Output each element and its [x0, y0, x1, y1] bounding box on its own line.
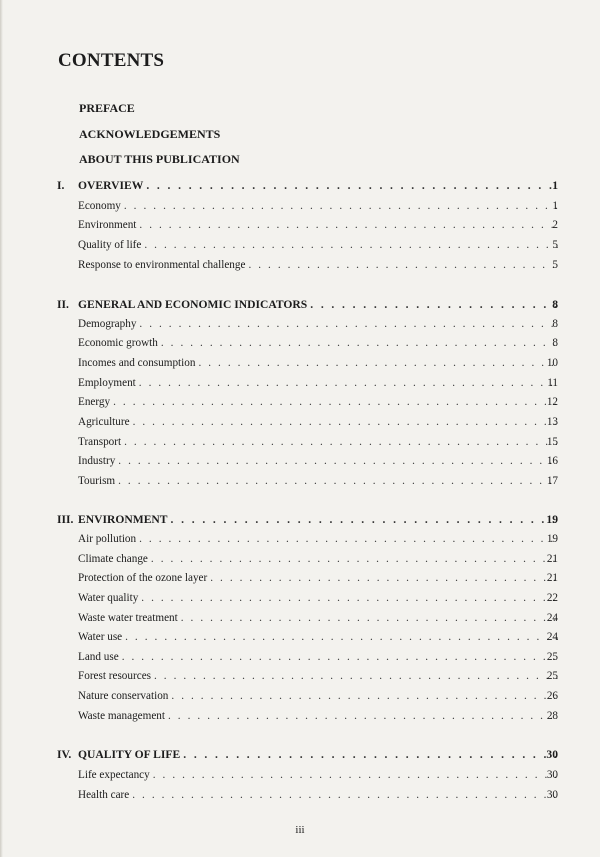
- section-title: OVERVIEW: [78, 179, 144, 192]
- leader-dots: [310, 297, 558, 313]
- toc-entry: [0, 316, 600, 332]
- entry-page: 5: [552, 239, 558, 251]
- leader-dots: [118, 473, 558, 489]
- toc-entry: [0, 335, 600, 351]
- toc-entry: [0, 473, 600, 489]
- leader-dots: [183, 747, 558, 763]
- toc-entry: [0, 551, 600, 567]
- leader-dots: [161, 335, 558, 351]
- entry-page: 21: [546, 572, 558, 584]
- toc-entry: [0, 217, 600, 233]
- toc-entry: [0, 688, 600, 704]
- leader-dots: [248, 257, 558, 273]
- about-publication-entry: ABOUT THIS PUBLICATION: [79, 152, 240, 166]
- leader-dots: [125, 629, 558, 645]
- section-title: QUALITY OF LIFE: [78, 748, 181, 761]
- leader-dots: [139, 217, 558, 233]
- entry-page: 25: [546, 670, 558, 682]
- toc-entry: [0, 453, 600, 469]
- leader-dots: [122, 649, 558, 665]
- leader-dots: [198, 355, 558, 371]
- section-heading-general-economic: [0, 297, 600, 313]
- section-heading-overview: [0, 178, 600, 194]
- preface-entry: PREFACE: [79, 101, 135, 115]
- leader-dots: [141, 590, 558, 606]
- entry-label: Waste management: [78, 710, 166, 722]
- entry-label: Energy: [78, 396, 111, 408]
- entry-page: 30: [546, 789, 558, 801]
- section-page: 19: [546, 513, 558, 526]
- toc-entry: [0, 787, 600, 803]
- entry-label: Water use: [78, 631, 123, 643]
- section-title: GENERAL AND ECONOMIC INDICATORS: [78, 298, 308, 311]
- entry-page: 8: [552, 337, 558, 349]
- section-number: I.: [57, 179, 65, 192]
- entry-page: 22: [546, 592, 558, 604]
- entry-label: Health care: [78, 789, 130, 801]
- toc-entry: [0, 198, 600, 214]
- entry-page: 24: [546, 631, 558, 643]
- toc-entry: [0, 355, 600, 371]
- toc-entry: [0, 375, 600, 391]
- entry-page: 30: [546, 769, 558, 781]
- entry-page: 1: [552, 200, 558, 212]
- entry-page: 24: [546, 612, 558, 624]
- section-number: III.: [57, 513, 74, 526]
- section-page: 30: [546, 748, 558, 761]
- section-number: II.: [57, 298, 69, 311]
- section-title: ENVIRONMENT: [78, 513, 168, 526]
- entry-label: Incomes and consumption: [78, 357, 196, 369]
- entry-label: Air pollution: [78, 533, 137, 545]
- entry-label: Transport: [78, 436, 122, 448]
- leader-dots: [124, 198, 558, 214]
- entry-page: 11: [547, 377, 558, 389]
- entry-label: Nature conservation: [78, 690, 169, 702]
- entry-label: Economy: [78, 200, 121, 212]
- entry-label: Tourism: [78, 475, 116, 487]
- entry-page: 17: [546, 475, 558, 487]
- toc-entry: [0, 531, 600, 547]
- leader-dots: [139, 316, 558, 332]
- entry-page: 5: [552, 259, 558, 271]
- section-heading-environment: [0, 512, 600, 528]
- entry-page: 25: [546, 651, 558, 663]
- entry-label: Protection of the ozone layer: [78, 572, 208, 584]
- leader-dots: [118, 453, 558, 469]
- entry-label: Waste water treatment: [78, 612, 178, 624]
- acknowledgements-entry: ACKNOWLEDGEMENTS: [79, 127, 221, 141]
- entry-label: Water quality: [78, 592, 139, 604]
- contents-title: CONTENTS: [58, 50, 165, 71]
- entry-label: Environment: [78, 219, 137, 231]
- toc-entry: [0, 610, 600, 626]
- toc-entry: [0, 257, 600, 273]
- entry-label: Forest resources: [78, 670, 152, 682]
- leader-dots: [171, 512, 558, 528]
- leader-dots: [154, 668, 558, 684]
- entry-page: 13: [546, 416, 558, 428]
- toc-entry: [0, 434, 600, 450]
- leader-dots: [133, 414, 558, 430]
- entry-label: Response to environmental challenge: [78, 259, 246, 271]
- leader-dots: [153, 767, 558, 783]
- leader-dots: [113, 394, 558, 410]
- toc-entry: [0, 668, 600, 684]
- toc-entry: [0, 629, 600, 645]
- entry-page: 10: [546, 357, 558, 369]
- toc-entry: [0, 767, 600, 783]
- section-page: 1: [552, 179, 558, 192]
- leader-dots: [144, 237, 558, 253]
- toc-entry: [0, 414, 600, 430]
- entry-page: 16: [546, 455, 558, 467]
- section-heading-quality-of-life: [0, 747, 600, 763]
- entry-label: Economic growth: [78, 337, 158, 349]
- entry-label: Quality of life: [78, 239, 142, 251]
- toc-entry: [0, 394, 600, 410]
- section-number: IV.: [57, 748, 72, 761]
- leader-dots: [139, 375, 558, 391]
- leader-dots: [132, 787, 558, 803]
- entry-page: 26: [546, 690, 558, 702]
- leader-dots: [139, 531, 558, 547]
- leader-dots: [151, 551, 558, 567]
- leader-dots: [124, 434, 558, 450]
- section-page: 8: [552, 298, 558, 311]
- entry-page: 2: [552, 219, 558, 231]
- entry-label: Industry: [78, 455, 116, 467]
- toc-entry: [0, 237, 600, 253]
- entry-page: 12: [546, 396, 558, 408]
- entry-page: 19: [546, 533, 558, 545]
- entry-label: Employment: [78, 377, 136, 389]
- leader-dots: [168, 708, 558, 724]
- leader-dots: [181, 610, 558, 626]
- entry-page: 8: [552, 318, 558, 330]
- entry-label: Agriculture: [78, 416, 130, 428]
- toc-entry: [0, 590, 600, 606]
- entry-label: Climate change: [78, 553, 148, 565]
- entry-label: Land use: [78, 651, 119, 663]
- leader-dots: [171, 688, 558, 704]
- leader-dots: [210, 570, 558, 586]
- entry-label: Life expectancy: [78, 769, 150, 781]
- entry-page: 21: [546, 553, 558, 565]
- page-folio: iii: [295, 824, 305, 836]
- toc-entry: [0, 570, 600, 586]
- leader-dots: [146, 178, 558, 194]
- entry-label: Demography: [78, 318, 137, 330]
- toc-entry: [0, 649, 600, 665]
- toc-entry: [0, 708, 600, 724]
- entry-page: 15: [546, 436, 558, 448]
- entry-page: 28: [546, 710, 558, 722]
